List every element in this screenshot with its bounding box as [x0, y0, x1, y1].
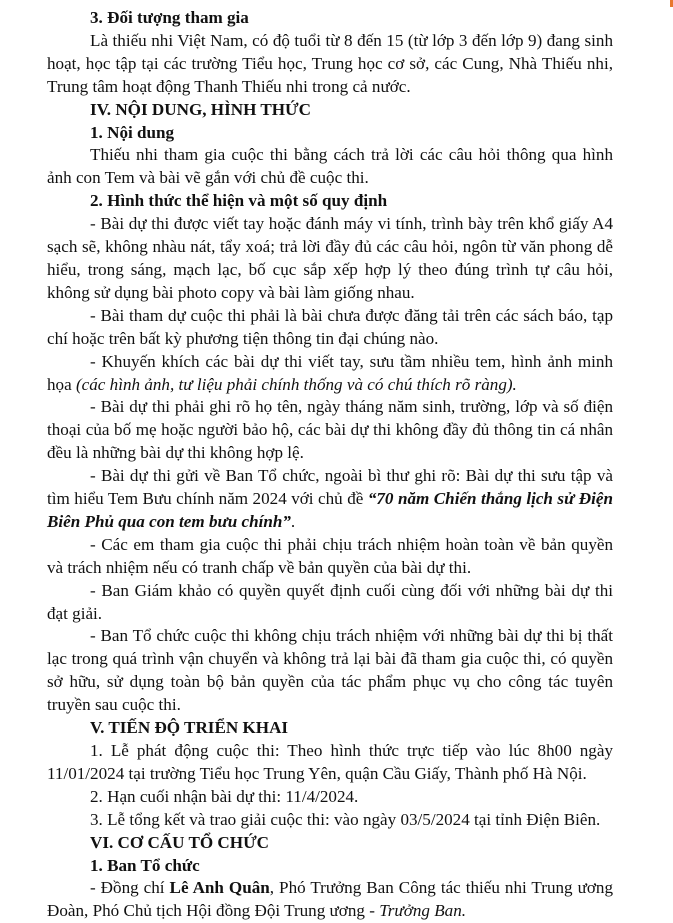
section-6-1-heading: 1. Ban Tổ chức	[90, 855, 200, 875]
rule-submission	[47, 465, 613, 534]
section-3-paragraph: Là thiếu nhi Việt Nam, có độ tuổi từ 8 đến 15 (từ lớp 3 đến lớp 9) đang sinh hoạt, học tập tại các trường Tiểu học, Trung học cơ sở, các Cung, Nhà Thiếu nhi, Trung tâm hoạt động Thanh Thiếu nhi trong cả nước.	[47, 30, 613, 96]
timeline-deadline: 2. Hạn cuối nhận bài dự thi: 11/4/2024.	[90, 786, 359, 806]
rule-copyright: - Các em tham gia cuộc thi phải chịu trách nhiệm hoàn toàn về bản quyền và trách nhiệm nếu có tranh chấp về bản quyền của bài dự thi.	[47, 534, 613, 577]
organizer-head	[47, 877, 613, 923]
section-4-1-heading: 1. Nội dung	[90, 122, 175, 142]
rule-personal-info: - Bài dự thi phải ghi rõ họ tên, ngày tháng năm sinh, trường, lớp và số điện thoại của bố mẹ hoặc người bảo hộ, các bài dự thi không đầy đủ thông tin cá nhân đều là những bài dự thi không hợp lệ.	[47, 397, 613, 463]
rule-submission-end: .	[290, 511, 296, 531]
rule-paper-format: - Bài dự thi được viết tay hoặc đánh máy vi tính, trình bày trên khổ giấy A4 sạch sẽ, không nhàu nát, tẩy xoá; trả lời đầy đủ các câu hỏi, ngôn từ văn phong dễ hiểu, trong sáng, mạch lạc, bố cục sắp xếp hợp lý theo đúng trình tự câu hỏi, không sử dụng bài photo copy và bài làm giống nhau.	[47, 214, 613, 302]
section-5-heading: V. TIẾN ĐỘ TRIỂN KHAI	[90, 718, 289, 738]
rule-handwritten-encouraged	[47, 351, 613, 397]
section-4-1-paragraph: Thiếu nhi tham gia cuộc thi bằng cách trả lời các câu hỏi thông qua hình ảnh con Tem và bài vẽ gắn với chủ đề cuộc thi.	[47, 145, 613, 188]
rule-organizer-liability: - Ban Tổ chức cuộc thi không chịu trách nhiệm với những bài dự thi bị thất lạc trong quá trình vận chuyển và không trả lại bài đã tham gia cuộc thi, có quyền sở hữu, sử dụng toàn bộ bản quyền của tác phẩm phục vụ cho công tác tuyên truyền sau cuộc thi.	[47, 626, 613, 715]
rule-submission-text: - Bài dự thi gửi về Ban Tổ chức, ngoài bì thư ghi rõ: Bài dự thi sưu tập và tìm hiểu Tem Bưu chính năm 2024 với chủ đề	[47, 466, 613, 509]
section-4-2-heading: 2. Hình thức thể hiện và một số quy định	[90, 191, 388, 211]
contest-theme: “70 năm Chiến thắng lịch sử Điện Biên Phủ qua con tem bưu chính”	[47, 489, 613, 531]
section-3-heading: 3. Đối tượng tham gia	[90, 8, 249, 27]
document-page	[47, 7, 613, 923]
rule-handwritten-text: - Khuyến khích các bài dự thi viết tay, sưu tầm nhiều tem, hình ảnh minh họa	[47, 351, 613, 394]
rule-handwritten-note: (các hình ảnh, tư liệu phải chính thống và có chú thích rõ ràng).	[75, 374, 517, 394]
section-6-heading: VI. CƠ CẤU TỔ CHỨC	[90, 832, 270, 852]
section-4-heading: IV. NỘI DUNG, HÌNH THỨC	[90, 99, 311, 119]
rule-jury-decision: - Ban Giám khảo có quyền quyết định cuối cùng đối với những bài dự thi đạt giải.	[47, 580, 613, 623]
organizer-name: Lê Anh Quân	[169, 878, 270, 898]
timeline-award: 3. Lễ tổng kết và trao giải cuộc thi: vào ngày 03/5/2024 tại tỉnh Điện Biên.	[90, 809, 601, 829]
rule-unpublished: - Bài tham dự cuộc thi phải là bài chưa được đăng tải trên các sách báo, tạp chí hoặc trên bất kỳ phương tiện thông tin đại chúng nào.	[47, 305, 613, 348]
timeline-launch: 1. Lễ phát động cuộc thi: Theo hình thức trực tiếp vào lúc 8h00 ngày 11/01/2024 tại trường Tiểu học Trung Yên, quận Cầu Giấy, Thành phố Hà Nội.	[47, 741, 613, 783]
organizer-role: Trưởng Ban.	[379, 901, 467, 921]
organizer-prefix: - Đồng chí	[90, 878, 170, 898]
organizer-title: , Phó Trưởng Ban Công tác thiếu nhi Trung ương Đoàn, Phó Chủ tịch Hội đồng Đội Trung ương -	[47, 878, 613, 921]
